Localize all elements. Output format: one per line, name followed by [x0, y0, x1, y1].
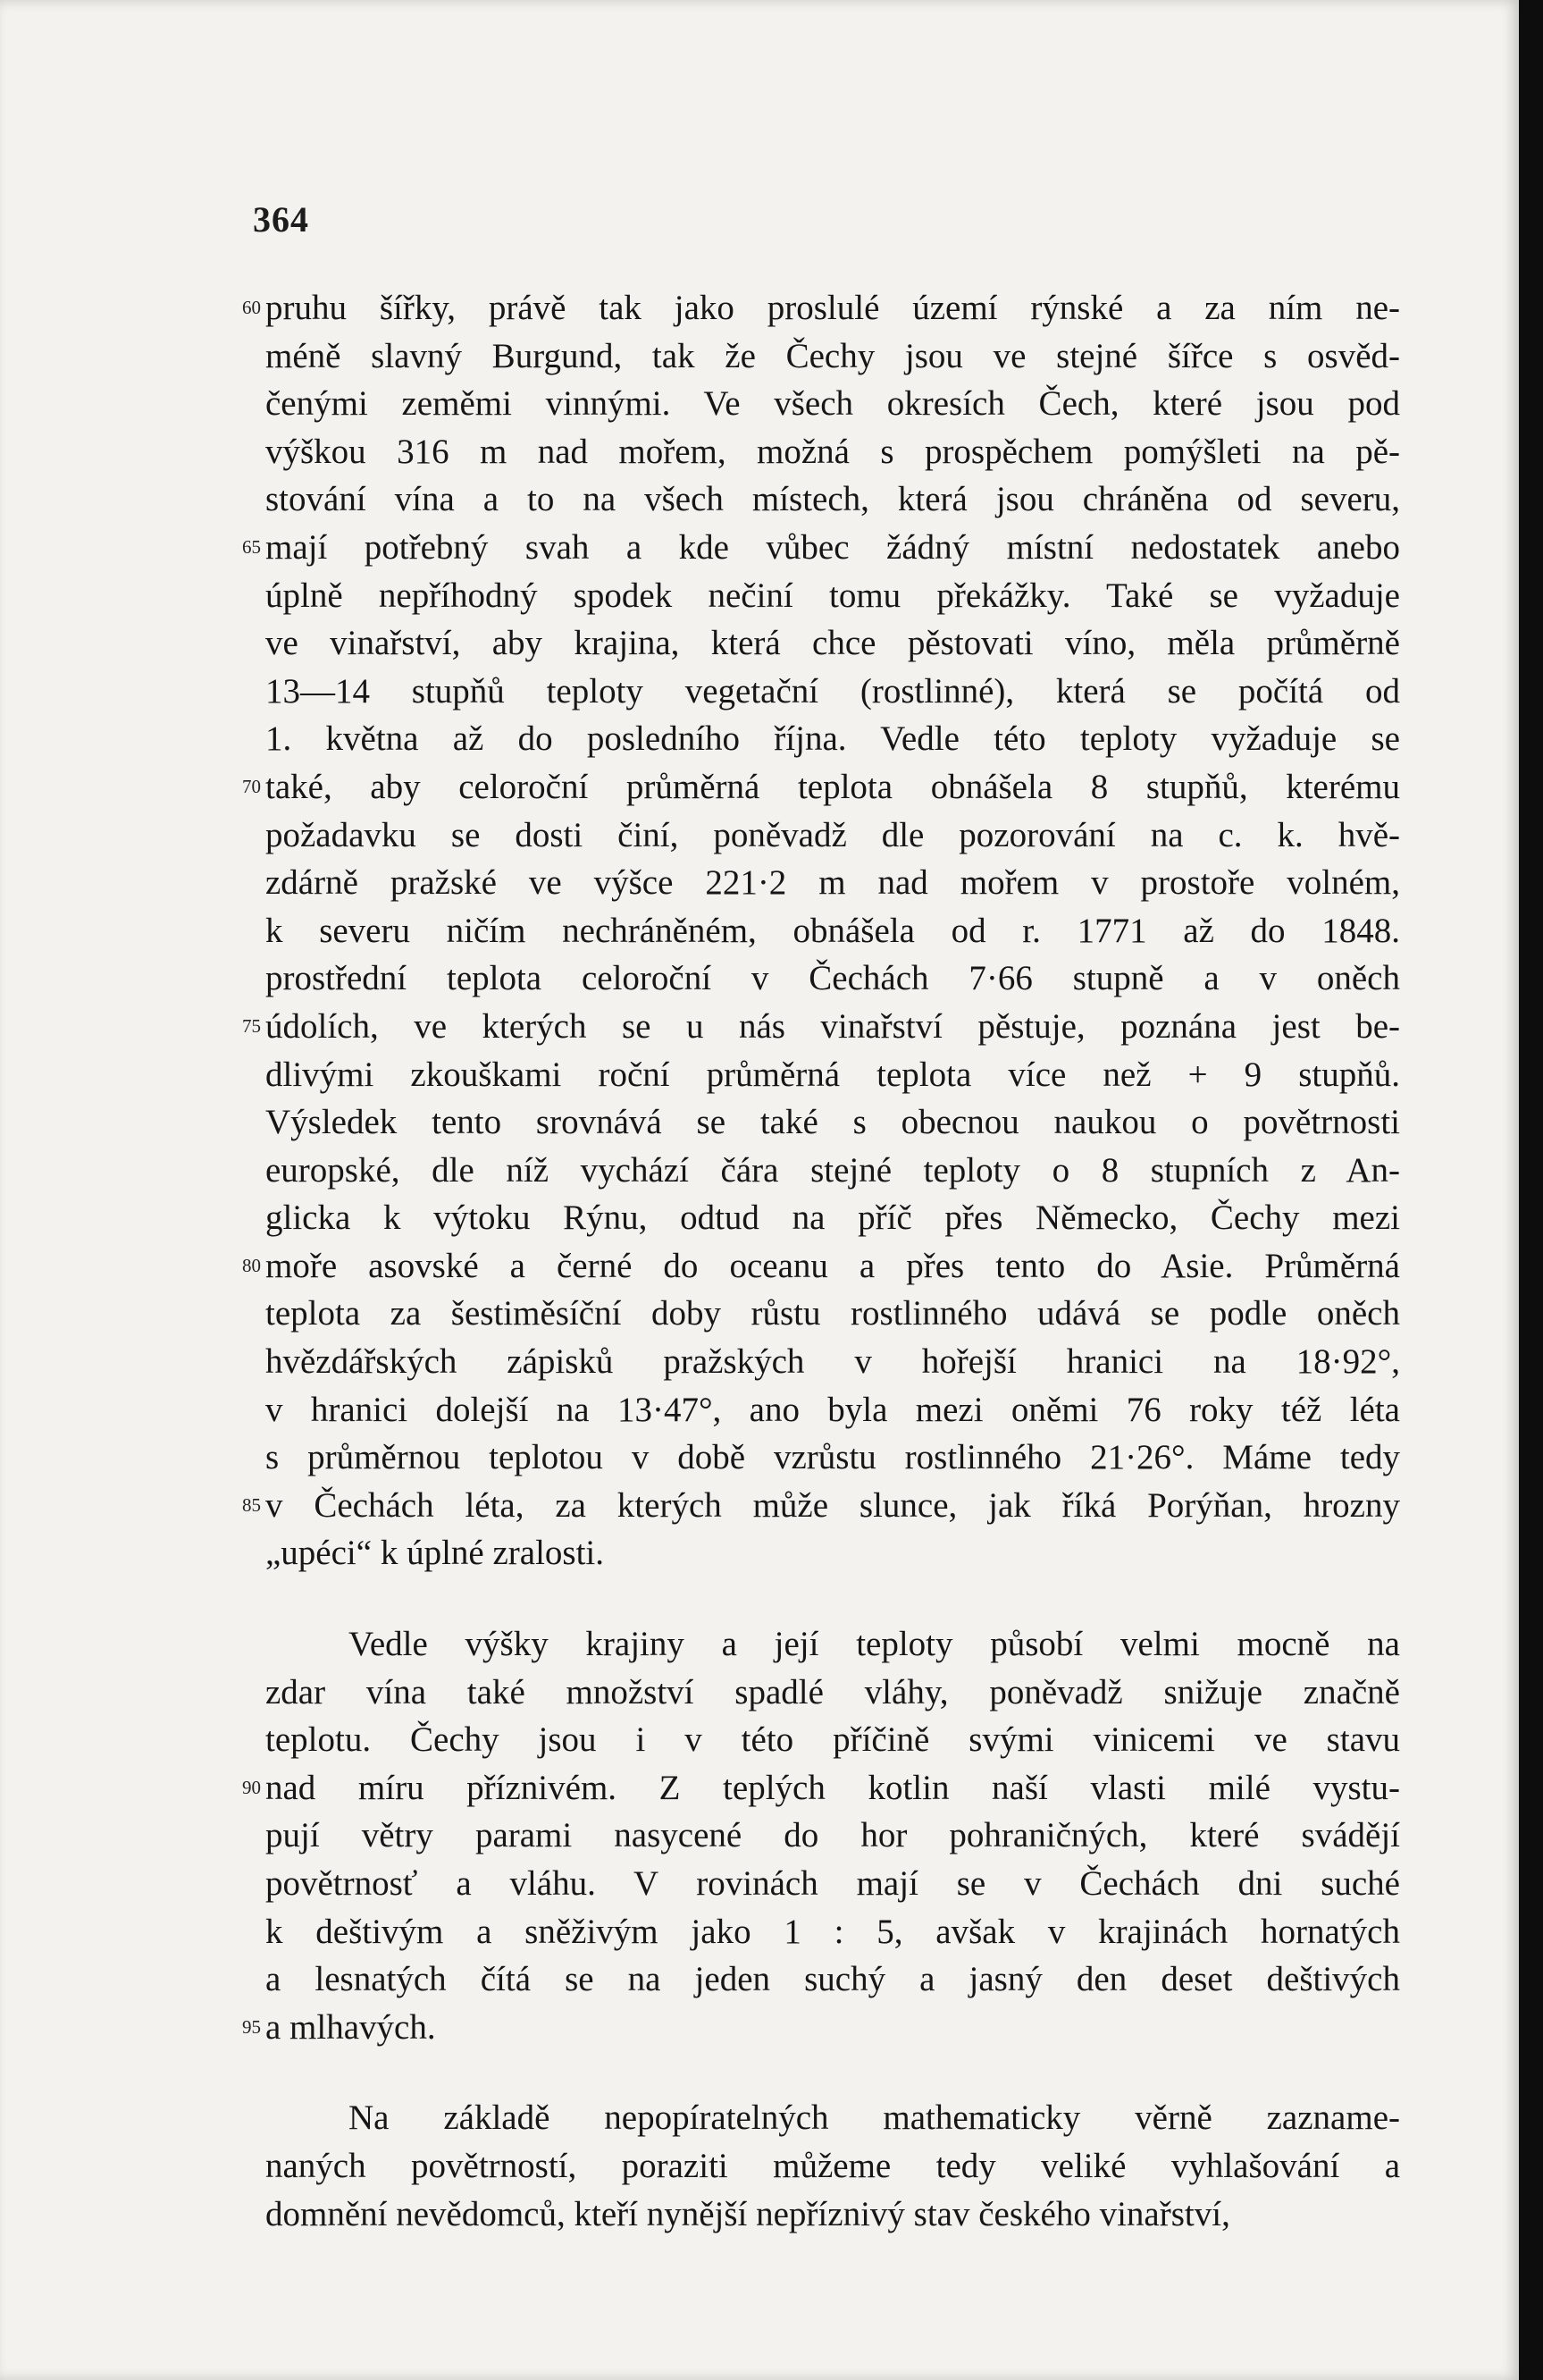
line-text: Vedle výšky krajiny a její teploty působí velmi mocně na: [348, 1625, 1400, 1664]
line-text: hvězdářských zápisků pražských v hořejší hranici na 18·92°,: [265, 1342, 1400, 1382]
text-line: [265, 955, 1400, 1003]
text-line: [242, 2004, 1400, 2052]
text-line: [265, 1908, 1400, 1956]
text-line: [265, 1194, 1400, 1242]
line-number: 85: [242, 1493, 261, 1516]
line-text: v Čechách léta, za kterých může slunce, jak říká Porýňan, hrozny: [265, 1485, 1400, 1525]
line-number: 65: [242, 535, 261, 558]
line-text: pují větry parami nasycené do hor pohraničných, které svádějí: [265, 1816, 1400, 1855]
line-text: 1. května až do posledního října. Vedle této teploty vyžaduje se: [265, 719, 1400, 759]
text-line: [265, 1812, 1400, 1860]
line-number: 90: [242, 1776, 261, 1798]
text-line: [242, 524, 1400, 572]
line-text: pruhu šířky, právě tak jako proslulé území rýnské a za ním ne-: [265, 289, 1400, 327]
line-text: „upéci“ k úplné zralosti.: [265, 1534, 605, 1573]
line-text: 13—14 stupňů teploty vegetační (rostlinné), která se počítá od: [265, 671, 1400, 711]
line-text: s průměrnou teplotou v době vzrůstu rostlinného 21·26°. Máme tedy: [265, 1438, 1400, 1477]
text-line: [242, 1482, 1400, 1530]
text-line: [242, 1003, 1400, 1051]
text-line: [242, 1242, 1400, 1291]
text-line: [265, 1620, 1400, 1669]
line-text: zdárně pražské ve výšce 221·2 m nad mořem v prostoře volném,: [265, 863, 1400, 903]
line-number: 75: [242, 1014, 261, 1037]
text-line: [265, 1098, 1400, 1147]
line-number: 70: [242, 775, 261, 797]
line-text: ve vinařství, aby krajina, která chce pěstovati víno, měla průměrně: [265, 624, 1400, 663]
text-line: [265, 428, 1400, 476]
body-text: [242, 284, 1400, 2238]
text-line: [265, 1669, 1400, 1717]
paragraph-gap: [265, 1577, 1400, 1620]
text-line: [242, 284, 1400, 332]
text-line: [265, 619, 1400, 668]
line-number: 95: [242, 2015, 261, 2038]
text-line: [265, 1338, 1400, 1386]
line-text: stování vína a to na všech místech, která jsou chráněna od severu,: [265, 480, 1400, 519]
line-text: dlivými zkouškami roční průměrná teplota více než + 9 stupňů.: [265, 1055, 1400, 1094]
paragraph-gap: [265, 2051, 1400, 2094]
text-line: [265, 812, 1400, 860]
text-line: [265, 1955, 1400, 2004]
text-line: [265, 668, 1400, 716]
line-text: a lesnatých čítá se na jeden suchý a jasný den deset deštivých: [265, 1960, 1400, 1999]
text-line: [265, 332, 1400, 381]
line-number: 80: [242, 1254, 261, 1276]
text-line: [265, 572, 1400, 620]
line-text: a mlhavých.: [265, 2007, 436, 2047]
text-line: [265, 1386, 1400, 1434]
text-line: [265, 859, 1400, 907]
text-line: [265, 2191, 1400, 2239]
line-text: méně slavný Burgund, tak že Čechy jsou ve stejné šířce s osvěd-: [265, 336, 1400, 375]
line-text: zdar vína také množství spadlé vláhy, poněvadž snižuje značně: [265, 1672, 1400, 1711]
text-line: [265, 2094, 1400, 2142]
line-text: mají potřebný svah a kde vůbec žádný místní nedostatek anebo: [265, 527, 1400, 567]
text-line: [265, 475, 1400, 524]
line-text: teplota za šestiměsíční doby růstu rostlinného udává se podle oněch: [265, 1294, 1400, 1333]
text-line: [265, 1147, 1400, 1195]
text-line: [265, 1051, 1400, 1099]
text-line: [265, 1716, 1400, 1764]
page-number: 364: [253, 199, 309, 240]
line-text: nad míru příznivém. Z teplých kotlin naší vlasti milé vystu-: [265, 1768, 1400, 1807]
text-line: [265, 2142, 1400, 2191]
text-line: [265, 715, 1400, 763]
text-line: [242, 763, 1400, 812]
line-text: požadavku se dosti činí, poněvadž dle pozorování na c. k. hvě-: [265, 815, 1400, 854]
line-text: v hranici dolejší na 13·47°, ano byla mezi oněmi 76 roky též léta: [265, 1390, 1400, 1429]
line-text: moře asovské a černé do oceanu a přes tento do Asie. Průměrná: [265, 1246, 1400, 1285]
line-text: Na základě nepopíratelných mathematicky věrně zazname-: [348, 2098, 1400, 2138]
line-text: domnění nevědomců, kteří nynější nepříznivý stav českého vinařství,: [265, 2194, 1230, 2233]
text-line: [265, 1290, 1400, 1338]
text-line: [242, 1764, 1400, 1812]
line-text: glicka k výtoku Rýnu, odtud na příč přes Německo, Čechy mezi: [265, 1198, 1400, 1238]
line-text: k deštivým a sněživým jako 1 : 5, avšak v krajinách hornatých: [265, 1912, 1400, 1951]
line-text: čenými zeměmi vinnými. Ve všech okresích Čech, které jsou pod: [265, 384, 1400, 424]
line-text: také, aby celoroční průměrná teplota obnášela 8 stupňů, kterému: [265, 767, 1400, 806]
line-text: teplotu. Čechy jsou i v této příčině svými vinicemi ve stavu: [265, 1720, 1400, 1760]
line-text: prostřední teplota celoroční v Čechách 7·66 stupně a v oněch: [265, 959, 1400, 998]
line-text: k severu ničím nechráněném, obnášela od r. 1771 až do 1848.: [265, 911, 1400, 950]
line-text: povětrnosť a vláhu. V rovinách mají se v Čechách dni suché: [265, 1864, 1400, 1903]
text-line: [265, 907, 1400, 955]
line-text: europské, dle níž vychází čára stejné teploty o 8 stupních z An-: [265, 1150, 1400, 1190]
text-line: [265, 1434, 1400, 1482]
line-text: naných povětrností, poraziti můžeme tedy veliké vyhlašování a: [265, 2146, 1400, 2185]
line-text: výškou 316 m nad mořem, možná s prospěchem pomýšleti na pě-: [265, 432, 1400, 471]
text-line: [265, 1529, 1400, 1577]
line-text: údolích, ve kterých se u nás vinařství pěstuje, poznána jest be-: [265, 1006, 1400, 1046]
text-line: [265, 380, 1400, 428]
line-text: úplně nepříhodný spodek nečiní tomu překážky. Také se vyžaduje: [265, 576, 1400, 615]
line-number: 60: [242, 297, 261, 318]
line-text: Výsledek tento srovnává se také s obecnou naukou o povětrnosti: [265, 1103, 1400, 1142]
text-line: [265, 1860, 1400, 1908]
